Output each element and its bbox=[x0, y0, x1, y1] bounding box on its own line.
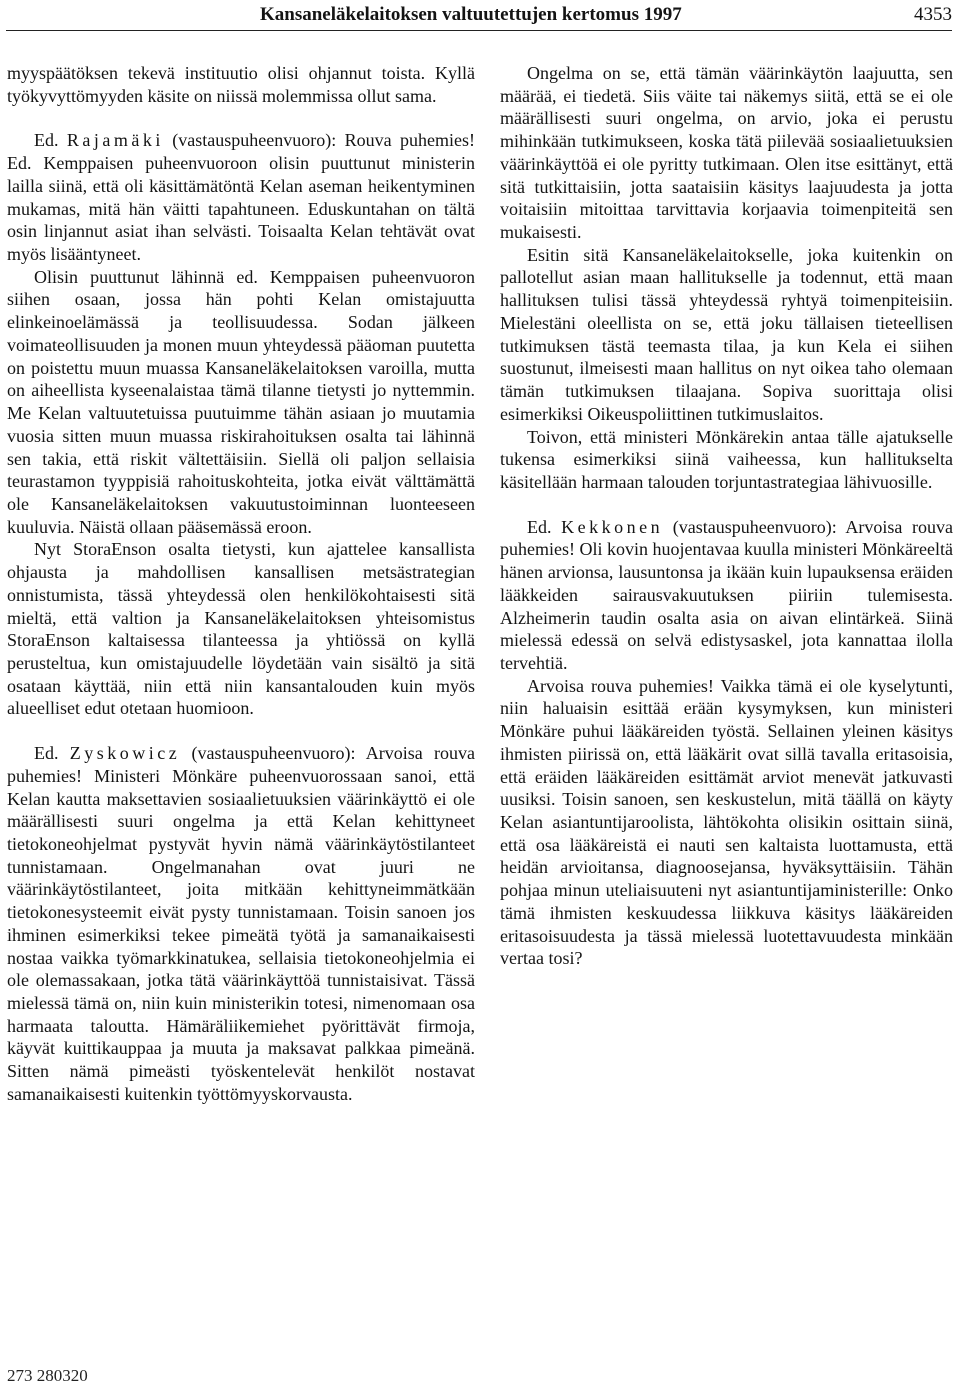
paragraph: Olisin puuttunut lähinnä ed. Kemppaisen puheenvuoron siihen osaan, jossa hän pohti Kelan omistajuutta elinkeinoelämässä ja teollisuudessa. Sodan jälkeen voimateollisuuden ja monen muun yhteydessä pääoman puutetta on poistettu muun muassa Kansaneläkelaitoksen varoilla, mutta on aiheellista kyseenalaistaa tämä tilanne tietysti jo nyttemmin. Me Kelan valtuutetuissa puutuimme tähän asiaan jo muutamia vuosia sitten muun muassa riskirahoituksen osalta tai lähinnä sen takia, että riskit vältettäisiin. Siellä oli paljon sellaisia teurastamon tyyppisiä rahoituskohteita, jotka eivät välttämättä ole Kansaneläkelaitoksen vakuutustoiminnan luonteeseen kuuluvia. Näistä ollaan pääsemässä eroon. bbox=[7, 266, 475, 537]
speech-text: Arvoisa rouva puhemies! Oli kovin huojentavaa kuulla ministeri Mönkäreeltä hänen arvionsa, lausuntonsa ja ikään kuin lupauksensa eräiden lääkkeiden sairausvakuutuksen piiriin tulemisesta. Alzheimerin taudin osalta asia on aivan elintärkeä. Siinä mielessä edessä on selvä edistysaskel, jota kannattaa ilolla tervehtiä. bbox=[500, 516, 953, 673]
running-header-title: Kansaneläkelaitoksen valtuutettujen kertomus 1997 bbox=[260, 4, 682, 25]
paragraph-continuation: myyspäätöksen tekevä instituutio olisi ohjannut toista. Kyllä työkyvyttömyyden käsite on niissä molemmissa ollut sama. bbox=[7, 63, 475, 106]
speaker-name: Zyskowicz bbox=[69, 743, 181, 764]
speaker-role: (vastauspuheenvuoro): bbox=[672, 516, 837, 537]
footer-print-code: 273 280320 bbox=[7, 1366, 88, 1385]
speech-text: Arvoisa rouva puhemies! Ministeri Mönkäre puheenvuorossaan sanoi, että Kelan kautta maksettavien sosiaalietuuksien väärinkäyttö ei ole määrällisesti suuri ongelma ja että Kelan kehittyneet tietokoneohjelmat pystyvät hyvin nämä väärinkäytöstilanteet tunnistamaan. Ongelmanahan ovat juuri ne väärinkäytöstilanteet, joita mitkään kehittyneimmätkään tietokonesysteemit eivät pysty tunnistamaan. Toisin sanoen jos ihminen esimerkiksi tekee pimeätä työtä ja samanaikaisesti nostaa vaikka työmarkkinatukea, sellaisia tietokoneohjelmia ei ole olemassakaan, jotka tätä väärinkäyttöä tunnistaisivat. Tässä mielessä tämä on, niin kuin ministerikin totesi, nimenomaan osa harmaata taloutta. Hämäräliikemiehet pyörittävät firmoja, käyvät kuittikauppaa ja muuta ja maksavat palkkaa pimeänä. Sitten nämä pimeästi työskentelevät henkilöt nostavat samanaikaisesti kuitenkin työttömyyskorvausta. bbox=[7, 743, 475, 1104]
header-rule bbox=[6, 30, 952, 31]
speech-kekkonen bbox=[500, 516, 953, 675]
paragraph: Arvoisa rouva puhemies! Vaikka tämä ei ole kyselytunti, niin haluaisin esittää erään kysymyksen, kun ministeri Mönkäre puhui lääkäreiden työstä. Sellainen yleinen käsitys ihmisten piirissä on, että lääkärit ovat sillä tavalla eritasoisia, että eräiden lääkäreiden esittämät arviot menevät jatkuvasti uusiksi. Toisin sanoen, sen keskustelun, mitä täällä on käyty Kelan asiantuntijaroolista, lähtökohta olisikin osittain siinä, että osa lääkäreistä ei nauti sen kaltaista luottamusta, että heidän arvioitansa, diagnoosejansa, hyväksyttäisiin. Tähän pohjaa minun uteliaisuuteni nyt asiantuntijaministerille: Onko tämä ihmisten keskuudessa liikkuva käsitys lääkäreiden eritasoisuudesta ja tässä mielessä luotettavuudesta minkään vertaa tosi? bbox=[500, 675, 953, 969]
speech-rajamaki bbox=[7, 129, 475, 265]
paragraph: Nyt StoraEnson osalta tietysti, kun ajattelee kansallista ohjausta ja mahdollisen kansallisen metsästrategian onnistumista, tässä yhteydessä olen henkilökohtaisesti sitä mieltä, että valtion ja Kansaneläkelaitoksen yhteisomistus StoraEnson kaltaisessa tilanteessa ja yhtiössä on kyllä perusteltua, kun omistajuudelle löydetään vain sisältö ja sitä osataan käyttää, niin että niin kansantalouden kuin myös alueelliset edut otetaan huomioon. bbox=[7, 539, 475, 719]
speech-text: Rouva puhemies! Ed. Kemppaisen puheenvuoroon olisin puuttunut ministerin lailla siinä, että oli käsittämätöntä Kelan aseman heikentyminen mukamas, mitä hän väitti tapahtuneen. Eduskuntahan on tältä osin linjannut asiat ihan selvästi. Toisaalta Kelan tehtävät ovat myös lisääntyneet. bbox=[7, 130, 476, 265]
speaker-role: (vastauspuheenvuoro): bbox=[172, 130, 337, 151]
speaker-role: (vastauspuheenvuoro): bbox=[191, 743, 356, 764]
left-column bbox=[7, 62, 475, 1106]
speaker-prefix: Ed. bbox=[527, 516, 552, 537]
right-column bbox=[500, 62, 953, 970]
paragraph: Ongelma on se, että tämän väärinkäytön laajuutta, sen määrää, ei tiedetä. Siis väite tai näkemys siitä, että se ei ole määrällisesti suuri ongelma, on arvio, joka ei perustu mihinkään tutkimukseen, koska tätä piilevää sosiaalietuuksien väärinkäyttöä ei ole pyritty tutkimaan. Olen itse esittänyt, että sitä tutkittaisiin, jotta saataisiin käsitys laajuudesta ja jotta voitaisiin mitoittaa tarvittavia korjaavia toimenpiteitä sen mukaisesti. bbox=[500, 63, 953, 243]
speech-zyskowicz bbox=[7, 742, 475, 1106]
speaker-prefix: Ed. bbox=[34, 743, 59, 764]
paragraph: Esitin sitä Kansaneläkelaitokselle, joka kuitenkin on pallotellut asian maan hallitukselle ja todennut, että maan hallituksen tulisi tässä yhteydessä ryhtyä toimenpiteisiin. Mielestäni oleellista on se, että joku tällaisen tieteellisen tutkimuksen tästä teemasta tilaa, ja kun Kela ei siihen suostunut, ilmeisesti maan hallitus on nyt oikea taho olemaan tämän tutkimuksen tilaajana. Sopiva suorittaja olisi esimerkiksi Oikeuspoliittinen tutkimuslaitos. bbox=[500, 244, 953, 424]
paragraph: Toivon, että ministeri Mönkärekin antaa tälle ajatukselle tukensa esimerkiksi siinä vaiheessa, kun hallitukselta käsitellään harmaan talouden torjuntastrategiaa lähivuosille. bbox=[500, 426, 953, 492]
speaker-prefix: Ed. bbox=[34, 130, 59, 151]
speaker-name: Rajamäki bbox=[66, 130, 164, 151]
speaker-name: Kekkonen bbox=[561, 516, 664, 537]
page-number: 4353 bbox=[914, 4, 952, 25]
